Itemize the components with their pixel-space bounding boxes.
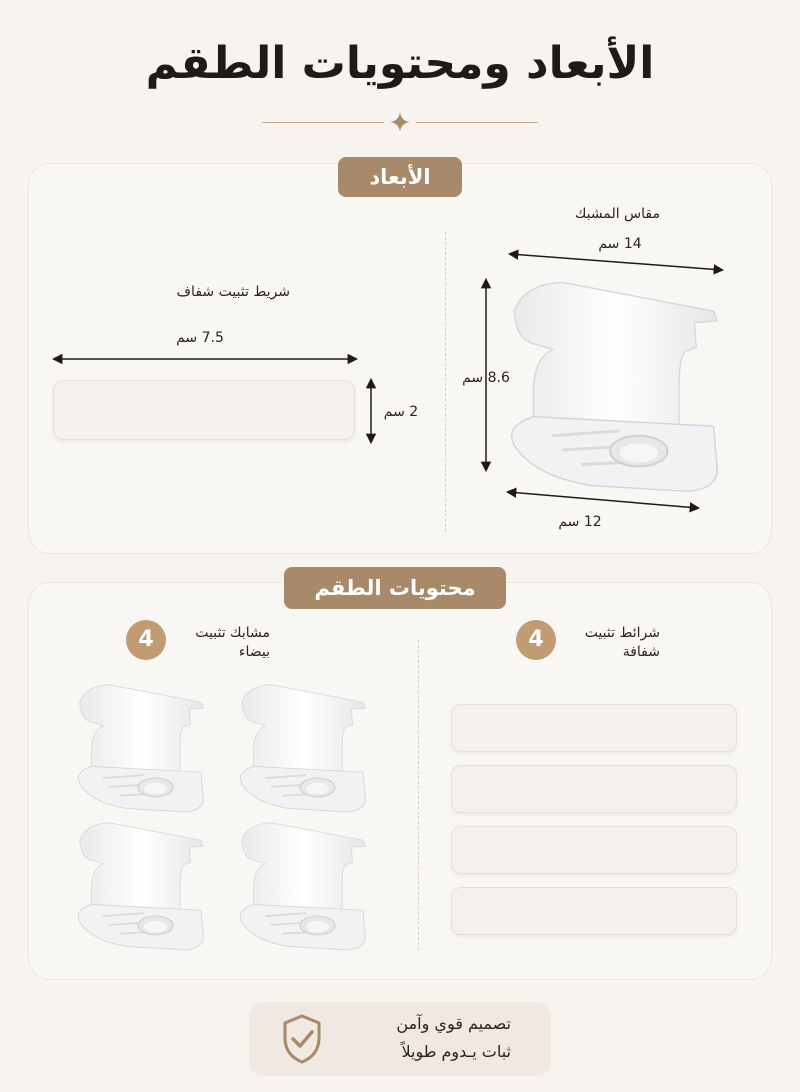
hook-base-width-label: 12 سم bbox=[558, 514, 602, 530]
strip-height-label: 2 سم bbox=[383, 404, 419, 420]
strips-label bbox=[560, 624, 660, 662]
hook-top-width-label: 14 سم bbox=[598, 236, 642, 252]
hooks-count-badge: 4 bbox=[126, 620, 166, 660]
title-divider bbox=[262, 112, 538, 132]
hooks-label-line2: بيضاء bbox=[238, 644, 270, 660]
page-title: الأبعاد ومحتويات الطقم bbox=[145, 38, 655, 89]
feature-banner bbox=[249, 1002, 551, 1076]
kit-hook-item bbox=[230, 676, 370, 816]
strips-label-line1: شرائط تثبيت bbox=[584, 625, 660, 641]
kit-hook-item bbox=[68, 676, 208, 816]
hook-illustration bbox=[495, 268, 725, 498]
hooks-label-line1: مشابك تثبيت bbox=[195, 625, 270, 641]
strip-width-arrow bbox=[50, 350, 360, 368]
hook-dimension-title: مقاس المشبك bbox=[574, 206, 660, 222]
hooks-label bbox=[170, 624, 270, 662]
shield-check-icon bbox=[281, 1013, 323, 1065]
kit-separator bbox=[418, 640, 419, 950]
hook-height-label: 8.6 سم bbox=[462, 370, 510, 386]
kit-hook-item bbox=[68, 814, 208, 954]
kit-section-label: محتويات الطقم bbox=[284, 567, 506, 609]
feature-line-1: تصميم قوي وآمن bbox=[396, 1014, 511, 1033]
divider-line-right bbox=[416, 122, 538, 123]
feature-line-2: ثبات يـدوم طويلاً bbox=[401, 1042, 511, 1061]
kit-hook-item bbox=[230, 814, 370, 954]
kit-strip-item bbox=[451, 704, 737, 752]
kit-strip-item bbox=[451, 826, 737, 874]
dimensions-section-label: الأبعاد bbox=[338, 157, 462, 197]
kit-strip-item bbox=[451, 765, 737, 813]
sparkle-icon bbox=[390, 112, 410, 132]
strip-width-label: 7.5 سم bbox=[176, 330, 224, 346]
strip-illustration bbox=[53, 380, 355, 440]
kit-strip-item bbox=[451, 887, 737, 935]
strips-label-line2: شفافة bbox=[622, 644, 660, 660]
hook-base-width-arrow bbox=[503, 486, 703, 514]
strip-dimension-title: شريط تثبيت شفاف bbox=[176, 284, 290, 300]
dimensions-separator bbox=[445, 232, 446, 532]
strips-count-badge: 4 bbox=[516, 620, 556, 660]
divider-line-left bbox=[262, 122, 384, 123]
